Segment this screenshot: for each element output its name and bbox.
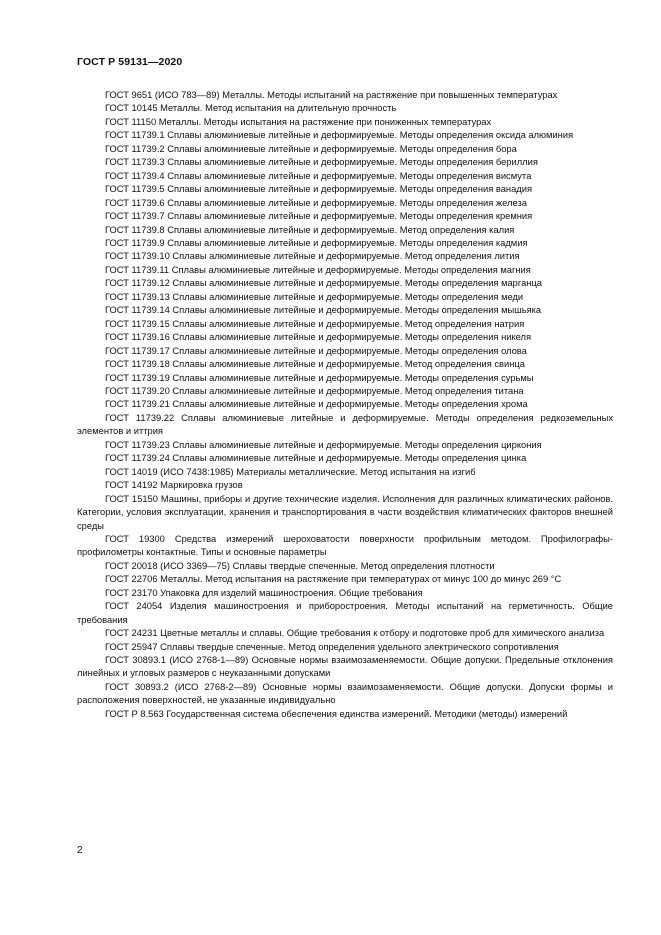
reference-item: ГОСТ 11739.4 Сплавы алюминиевые литейные и деформируемые. Методы определения висмута bbox=[105, 170, 532, 181]
reference-item: ГОСТ 23170 Упаковка для изделий машиностроения. Общие требования bbox=[105, 587, 423, 598]
reference-item: ГОСТ 11739.22 Сплавы алюминиевые литейные и деформируемые. Методы определения редкоземельных элементов и иттрия bbox=[77, 412, 613, 437]
reference-item: ГОСТ 30893.2 (ИСО 2768-2—89) Основные нормы взаимозаменяемости. Общие допуски. Допуски формы и расположения поверхностей, не указанные индивидуально bbox=[77, 681, 613, 706]
reference-item: ГОСТ 11739.1 Сплавы алюминиевые литейные и деформируемые. Методы определения оксида алюминия bbox=[105, 130, 574, 141]
reference-item: ГОСТ 11739.8 Сплавы алюминиевые литейные и деформируемые. Метод определения калия bbox=[105, 224, 515, 235]
reference-item: ГОСТ 11739.15 Сплавы алюминиевые литейные и деформируемые. Метод определения натрия bbox=[105, 318, 525, 329]
reference-item: ГОСТ 11739.7 Сплавы алюминиевые литейные и деформируемые. Методы определения кремния bbox=[105, 211, 533, 222]
reference-item: ГОСТ 11739.5 Сплавы алюминиевые литейные и деформируемые. Методы определения ванадия bbox=[105, 184, 533, 195]
reference-item: ГОСТ 11739.24 Сплавы алюминиевые литейные и деформируемые. Методы определения цинка bbox=[105, 453, 527, 464]
reference-item: ГОСТ 11739.10 Сплавы алюминиевые литейные и деформируемые. Метод определения лития bbox=[105, 251, 520, 262]
reference-item: ГОСТ 9651 (ИСО 783—89) Металлы. Методы испытаний на растяжение при повышенных температурах bbox=[105, 90, 558, 100]
reference-item: ГОСТ 25947 Сплавы твердые спеченные. Метод определения удельного электрического сопротивления bbox=[105, 641, 559, 652]
reference-item: ГОСТ 24231 Цветные металлы и сплавы. Общие требования к отбору и подготовке проб для химического анализа bbox=[105, 628, 605, 639]
normative-references-list bbox=[77, 89, 613, 721]
reference-item: ГОСТ 11739.3 Сплавы алюминиевые литейные и деформируемые. Методы определения бериллия bbox=[105, 157, 538, 168]
reference-item: ГОСТ 14192 Маркировка грузов bbox=[105, 480, 243, 491]
reference-item: ГОСТ 11739.12 Сплавы алюминиевые литейные и деформируемые. Методы определения марганца bbox=[105, 278, 542, 289]
reference-item: ГОСТ Р 8.563 Государственная система обеспечения единства измерений. Методики (методы) измерений bbox=[105, 708, 568, 719]
reference-item: ГОСТ 11739.11 Сплавы алюминиевые литейные и деформируемые. Методы определения магния bbox=[105, 264, 531, 275]
reference-item: ГОСТ 15150 Машины, приборы и другие технические изделия. Исполнения для различных климатических районов. Категории, условия эксплуатации, хранения и транспортирования в части воздействия климатических факторов внешней среды bbox=[77, 493, 613, 531]
reference-item: ГОСТ 11739.23 Сплавы алюминиевые литейные и деформируемые. Методы определения циркония bbox=[105, 439, 542, 450]
reference-item: ГОСТ 22706 Металлы. Метод испытания на растяжение при температурах от минус 100 до минус 269 °С bbox=[105, 574, 562, 585]
reference-item: ГОСТ 10145 Металлы. Метод испытания на длительную прочность bbox=[105, 103, 397, 114]
reference-item: ГОСТ 11739.6 Сплавы алюминиевые литейные и деформируемые. Методы определения железа bbox=[105, 197, 527, 208]
reference-item: ГОСТ 11739.16 Сплавы алюминиевые литейные и деформируемые. Методы определения никеля bbox=[105, 332, 532, 343]
reference-item: ГОСТ 11739.13 Сплавы алюминиевые литейные и деформируемые. Методы определения меди bbox=[105, 291, 524, 302]
reference-item: ГОСТ 11739.2 Сплавы алюминиевые литейные и деформируемые. Методы определения бора bbox=[105, 143, 517, 154]
reference-item: ГОСТ 11739.21 Сплавы алюминиевые литейные и деформируемые. Методы определения хрома bbox=[105, 399, 528, 410]
reference-item: ГОСТ 20018 (ИСО 3369—75) Сплавы твердые спеченные. Метод определения плотности bbox=[105, 560, 495, 571]
reference-item: ГОСТ 11739.20 Сплавы алюминиевые литейные и деформируемые. Метод определения титана bbox=[105, 385, 524, 396]
page-number: 2 bbox=[77, 845, 83, 856]
reference-item: ГОСТ 11739.19 Сплавы алюминиевые литейные и деформируемые. Методы определения сурьмы bbox=[105, 372, 534, 383]
reference-item: ГОСТ 19300 Средства измерений шероховатости поверхности профильным методом. Профилографы-профилометры контактные. Типы и основные параметры bbox=[77, 533, 613, 558]
reference-item: ГОСТ 11739.9 Сплавы алюминиевые литейные и деформируемые. Методы определения кадмия bbox=[105, 237, 528, 248]
reference-item: ГОСТ 11739.18 Сплавы алюминиевые литейные и деформируемые. Метод определения свинца bbox=[105, 359, 525, 370]
reference-item: ГОСТ 11150 Металлы. Методы испытания на растяжение при пониженных температурах bbox=[105, 116, 492, 127]
document-code-header: ГОСТ Р 59131—2020 bbox=[77, 56, 183, 68]
reference-item: ГОСТ 11739.14 Сплавы алюминиевые литейные и деформируемые. Методы определения мышьяка bbox=[105, 305, 542, 316]
reference-item: ГОСТ 11739.17 Сплавы алюминиевые литейные и деформируемые. Методы определения олова bbox=[105, 345, 527, 356]
reference-item: ГОСТ 30893.1 (ИСО 2768-1—89) Основные нормы взаимозаменяемости. Общие допуски. Предельные отклонения линейных и угловых размеров с неуказанными допусками bbox=[77, 655, 613, 679]
reference-item: ГОСТ 14019 (ИСО 7438:1985) Материалы металлические. Метод испытания на изгиб bbox=[105, 466, 476, 477]
reference-item: ГОСТ 24054 Изделия машиностроения и приборостроения. Методы испытаний на герметичность. Общие требования bbox=[77, 601, 613, 625]
